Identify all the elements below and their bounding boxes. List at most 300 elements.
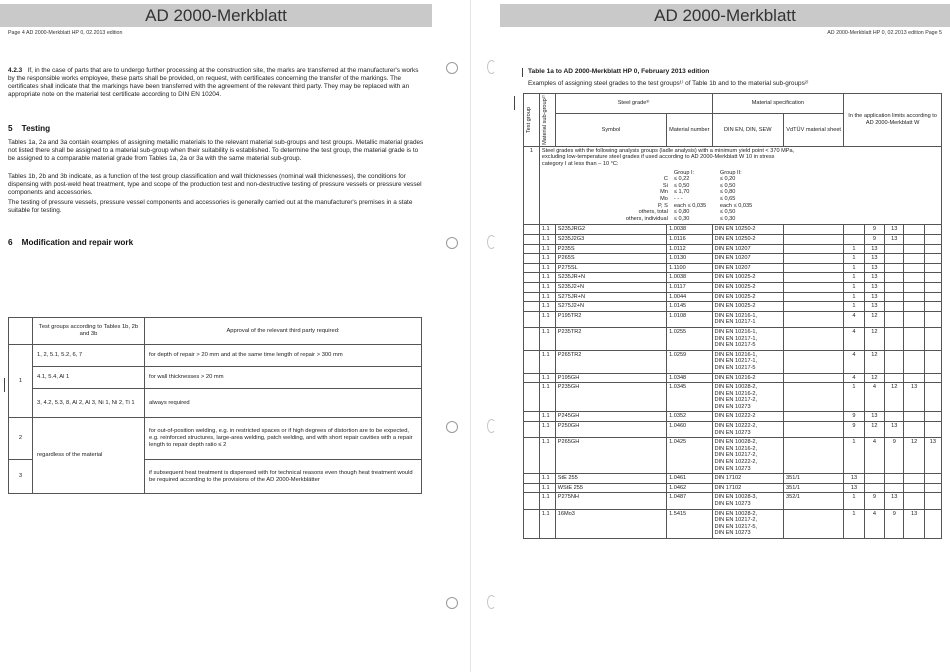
limit-cell	[844, 225, 864, 235]
limit-cell	[904, 493, 924, 509]
sub-group-cell: 1.1	[539, 235, 555, 245]
table-header-approval: Approval of the relevant third party required:	[145, 318, 422, 345]
specification-cell: DIN EN 10216-1, DIN EN 10217-1, DIN EN 10217-5	[712, 327, 784, 350]
table-row	[524, 311, 942, 327]
limit-cell	[885, 483, 904, 493]
table-row	[524, 273, 942, 283]
limit-cell: 13	[844, 474, 864, 484]
table-subtitle: Examples of assigning steel grades to the test groups¹⁾ of Table 1b and to the material sub-groups²⁾	[528, 80, 809, 87]
material-number-cell: 1.0117	[667, 282, 712, 292]
paragraph-text: If, in the case of parts that are to undergo further processing at the construction site, the marks are transferred at the manufacturer's works by the responsible works employee, these parts shall be provided, on request, with certificates concerning the transfer of the markings. The certificates shall indicate that the markings have been transferred with the agreement of the relevant third party. They may be replaced with an appropriate note on the material test certificate according to DIN EN 10204.	[8, 67, 419, 98]
limit-cell	[924, 422, 941, 438]
sub-group-cell: 1.1	[539, 244, 555, 254]
limit-cell: 13	[864, 282, 884, 292]
limit-cell	[924, 509, 941, 538]
paragraph-5a: Tables 1a, 2a and 3a contain examples of assigning metallic materials to the relevant material sub-groups and test groups. Metallic material grades not listed there shall be assigned to a material sub-group when their suitability is established. To determine the test group, the material grade is to be assigned to a comparable material grade from Tables 1a, 2a or 3a with the same material sub-group.	[8, 139, 424, 162]
material-number-cell: 1.0345	[667, 383, 712, 412]
table-row	[524, 483, 942, 493]
material-number-cell: 1.0462	[667, 483, 712, 493]
page-banner: AD 2000-Merkblatt	[0, 4, 432, 27]
limit-cell	[904, 350, 924, 373]
limit-cell: 4	[864, 383, 884, 412]
limit-cell: 9	[885, 438, 904, 474]
sub-group-cell: 1.1	[539, 509, 555, 538]
limit-cell	[924, 474, 941, 484]
symbol-cell: P235TR2	[555, 327, 666, 350]
test-group-cell	[524, 412, 540, 422]
specification-cell: DIN EN 10025-2	[712, 302, 784, 312]
symbol-cell: S235JRG2	[555, 225, 666, 235]
sub-group-cell: 1.1	[539, 263, 555, 273]
limit-cell	[885, 282, 904, 292]
limit-cell: 13	[904, 383, 924, 412]
sub-group-cell: 1.1	[539, 350, 555, 373]
limit-cell: 4	[864, 509, 884, 538]
limit-cell	[904, 311, 924, 327]
composition-g2: ≤ 0,50	[719, 182, 736, 189]
table-row	[524, 282, 942, 292]
specification-cell: DIN EN 10025-2	[712, 273, 784, 283]
vdtuv-cell	[784, 282, 844, 292]
table-row	[524, 474, 942, 484]
vdtuv-cell	[784, 263, 844, 273]
punch-hole-shadow	[487, 235, 496, 249]
limit-cell	[904, 225, 924, 235]
table-row-number: 2	[9, 418, 33, 460]
section-number: 5	[8, 124, 13, 133]
limit-cell: 13	[864, 273, 884, 283]
paragraph-6-4	[8, 502, 426, 510]
limit-cell	[924, 263, 941, 273]
vdtuv-cell	[784, 225, 844, 235]
test-group-cell	[524, 373, 540, 383]
repair-approval-table	[8, 317, 422, 494]
limit-cell	[924, 235, 941, 245]
test-group-cell	[524, 483, 540, 493]
limit-cell: 1	[844, 263, 864, 273]
limit-cell: 13	[885, 493, 904, 509]
composition-g1: ≤ 0,50	[673, 182, 690, 189]
limit-cell	[904, 483, 924, 493]
sub-group-cell: 1.1	[539, 302, 555, 312]
symbol-cell: P235GH	[555, 383, 666, 412]
punch-hole	[446, 62, 458, 74]
test-group-cell	[524, 225, 540, 235]
limit-cell: 1	[844, 383, 864, 412]
sub-group-cell: 1.1	[539, 373, 555, 383]
specification-cell: DIN EN 10216-1, DIN EN 10217-1, DIN EN 10217-5	[712, 350, 784, 373]
vdtuv-cell	[784, 235, 844, 245]
material-number-cell: 1.0425	[667, 438, 712, 474]
symbol-cell: StE 255	[555, 474, 666, 484]
table-row	[524, 327, 942, 350]
material-number-cell: 1.0038	[667, 273, 712, 283]
composition-g1: - - -	[673, 196, 683, 203]
limit-cell: 4	[844, 350, 864, 373]
material-number-cell: 1.0116	[667, 235, 712, 245]
material-number-cell: 1.0255	[667, 327, 712, 350]
material-number-cell: 1.0130	[667, 254, 712, 264]
table-title: Table 1a to AD 2000-Merkblatt HP 0, February 2013 edition	[528, 68, 710, 75]
composition-g2: each ≤ 0,035	[719, 202, 753, 209]
symbol-cell: P265TR2	[555, 350, 666, 373]
limit-cell	[924, 350, 941, 373]
vdtuv-cell	[784, 509, 844, 538]
limit-cell: 1	[844, 509, 864, 538]
specification-cell: DIN EN 10250-2	[712, 225, 784, 235]
composition-row	[602, 216, 939, 223]
test-group-cell	[524, 327, 540, 350]
composition-el: Si	[662, 182, 668, 189]
limit-cell: 13	[864, 263, 884, 273]
section-6-heading	[8, 238, 133, 247]
composition-row	[602, 170, 939, 177]
vdtuv-cell: 351/1	[784, 483, 844, 493]
limit-cell	[904, 474, 924, 484]
limit-cell: 13	[904, 509, 924, 538]
limit-cell	[924, 373, 941, 383]
section-5-heading	[8, 124, 50, 133]
test-group-cell	[524, 235, 540, 245]
limit-cell: 13	[885, 422, 904, 438]
composition-el	[602, 170, 674, 177]
limit-cell: 13	[864, 302, 884, 312]
vdtuv-cell	[784, 373, 844, 383]
header-application-limits: In the application limits according to AD 2000-Merkblatt W	[844, 94, 942, 147]
limit-cell	[904, 244, 924, 254]
material-number-cell: 1.0352	[667, 412, 712, 422]
vdtuv-cell	[784, 412, 844, 422]
table-cell-text: if subsequent heat treatment is dispensed with for technical reasons even though heat treatment would be required according to the provisions of the AD 2000-Merkblätter	[145, 460, 422, 494]
limit-cell	[904, 422, 924, 438]
page-header: AD 2000-Merkblatt HP 0, 02.2013 edition Page 5	[827, 30, 942, 36]
composition-row	[602, 203, 939, 210]
vdtuv-cell	[784, 422, 844, 438]
vdtuv-cell	[784, 311, 844, 327]
specification-cell: DIN EN 10216-1, DIN EN 10217-1	[712, 311, 784, 327]
specification-cell: DIN EN 10207	[712, 263, 784, 273]
test-group-cell	[524, 350, 540, 373]
symbol-cell: S235JR+N	[555, 273, 666, 283]
group-description-cell	[539, 146, 941, 225]
limit-cell	[924, 327, 941, 350]
limit-cell: 12	[864, 327, 884, 350]
specification-cell: DIN EN 10028-2, DIN EN 10217-2, DIN EN 10217-5, DIN EN 10273	[712, 509, 784, 538]
composition-g2: ≤ 0,20	[719, 176, 736, 183]
paragraph-5c: The testing of pressure vessels, pressure vessel components and accessories is generally carried out at the manufacturer's premises in a state suitable for testing.	[8, 199, 413, 214]
limit-cell	[864, 483, 884, 493]
limit-cell	[885, 273, 904, 283]
specification-cell: DIN EN 10025-2	[712, 282, 784, 292]
paragraph-6-3	[8, 482, 426, 490]
limit-cell: 1	[844, 244, 864, 254]
limit-cell: 4	[864, 438, 884, 474]
limit-cell	[904, 254, 924, 264]
symbol-cell: P195GH	[555, 373, 666, 383]
change-bar	[4, 378, 5, 392]
limit-cell: 12	[864, 422, 884, 438]
composition-row	[602, 176, 939, 183]
header-din: DIN EN, DIN, SEW	[712, 113, 784, 146]
limit-cell	[904, 292, 924, 302]
punch-hole-shadow	[487, 595, 496, 609]
vdtuv-cell	[784, 383, 844, 412]
limit-cell	[885, 412, 904, 422]
paragraph-4-2-3	[8, 67, 426, 99]
material-number-cell: 1.0112	[667, 244, 712, 254]
header-sub-group: Material sub-group²⁾	[539, 94, 555, 147]
symbol-cell: P235S	[555, 244, 666, 254]
table-row	[524, 350, 942, 373]
limit-cell	[904, 263, 924, 273]
limit-cell	[885, 292, 904, 302]
symbol-cell: P275SL	[555, 263, 666, 273]
limit-cell: 9	[844, 412, 864, 422]
specification-cell: DIN EN 10025-2	[712, 292, 784, 302]
limit-cell: 4	[844, 373, 864, 383]
composition-g2: ≤ 0,30	[719, 215, 736, 222]
material-number-cell: 1.0461	[667, 474, 712, 484]
composition-el: C	[663, 176, 668, 183]
table-row	[524, 235, 942, 245]
header-symbol: Symbol	[555, 113, 666, 146]
group-description: Steel grades with the following analysis groups (ladle analysis) with a minimum yield point < 370 MPa, excluding low-temperature steel grades if used according to AD 2000-Merkblatt W 10 in stress category I at less than – 10 °C:	[541, 147, 795, 168]
table-row	[524, 263, 942, 273]
limit-cell: 1	[844, 273, 864, 283]
composition-g1: ≤ 1,70	[673, 189, 690, 196]
page-header: Page 4 AD 2000-Merkblatt HP 0, 02.2013 edition	[8, 30, 123, 36]
limit-cell	[885, 474, 904, 484]
paragraph-6-2	[8, 268, 426, 276]
symbol-cell: P245GH	[555, 412, 666, 422]
sub-group-cell: 1.1	[539, 311, 555, 327]
specification-cell: DIN EN 10028-2, DIN EN 10216-2, DIN EN 10217-2, DIN EN 10222-2, DIN EN 10273	[712, 438, 784, 474]
sub-group-cell: 1.1	[539, 422, 555, 438]
specification-cell: DIN 17102	[712, 474, 784, 484]
sub-group-cell: 1.1	[539, 483, 555, 493]
table-cell-text: for wall thicknesses > 20 mm	[145, 367, 422, 389]
limit-cell	[904, 327, 924, 350]
specification-cell: DIN EN 10028-3, DIN EN 10273	[712, 493, 784, 509]
test-group-cell	[524, 302, 540, 312]
table-row	[524, 438, 942, 474]
symbol-cell: P250GH	[555, 422, 666, 438]
test-group-cell	[524, 422, 540, 438]
vdtuv-cell	[784, 254, 844, 264]
table-row	[524, 302, 942, 312]
test-group-cell	[524, 509, 540, 538]
composition-list	[542, 170, 939, 223]
section-title: Modification and repair work	[21, 238, 134, 247]
header-material-spec: Material specification	[712, 94, 844, 114]
vdtuv-cell	[784, 350, 844, 373]
limit-cell	[885, 254, 904, 264]
table-row	[524, 373, 942, 383]
material-number-cell: 1.1100	[667, 263, 712, 273]
composition-el: Mo	[660, 196, 668, 203]
limit-cell: 1	[844, 292, 864, 302]
composition-g1: ≤ 0,30	[673, 215, 690, 222]
header-material-number: Material number	[667, 113, 712, 146]
limit-cell	[904, 412, 924, 422]
vdtuv-cell	[784, 244, 844, 254]
specification-cell: DIN EN 10222-2, DIN EN 10273	[712, 422, 784, 438]
composition-g1: ≤ 0,80	[673, 209, 690, 216]
table-cell-text: always required	[145, 389, 422, 418]
material-number-cell: 1.0038	[667, 225, 712, 235]
limit-cell	[885, 327, 904, 350]
paragraph-6-5	[8, 515, 426, 523]
limit-cell	[904, 282, 924, 292]
limit-cell: 9	[864, 493, 884, 509]
limit-cell: 4	[844, 327, 864, 350]
header-test-group: Test group	[524, 94, 540, 147]
table-row	[524, 292, 942, 302]
symbol-cell: S275J2+N	[555, 302, 666, 312]
sub-group-cell: 1.1	[539, 273, 555, 283]
table-row	[524, 225, 942, 235]
test-group-cell	[524, 282, 540, 292]
limit-cell	[904, 373, 924, 383]
composition-g2: ≤ 0,65	[719, 196, 736, 203]
specification-cell: DIN EN 10250-2	[712, 235, 784, 245]
test-group-cell	[524, 383, 540, 412]
limit-cell: 1	[844, 493, 864, 509]
table-cell-group: 1, 2, 5.1, 5.2, 6, 7	[33, 345, 145, 367]
composition-g2: Group II:	[719, 169, 742, 176]
vdtuv-cell	[784, 302, 844, 312]
limit-cell	[924, 225, 941, 235]
limit-cell: 13	[864, 412, 884, 422]
punch-hole	[446, 237, 458, 249]
table-row-number: 3	[9, 460, 33, 494]
limit-cell	[924, 302, 941, 312]
composition-row	[602, 209, 939, 216]
limit-cell: 12	[904, 438, 924, 474]
limit-cell	[885, 350, 904, 373]
sub-group-cell: 1.1	[539, 225, 555, 235]
limit-cell	[924, 273, 941, 283]
table-row	[524, 509, 942, 538]
sub-group-cell: 1.1	[539, 292, 555, 302]
limit-cell	[924, 383, 941, 412]
change-bar	[522, 68, 523, 77]
limit-cell	[924, 254, 941, 264]
composition-el: others, individual	[625, 215, 668, 222]
limit-cell: 13	[864, 254, 884, 264]
paragraph-6-1	[8, 254, 426, 262]
material-number-cell: 1.0259	[667, 350, 712, 373]
symbol-cell: P195TR2	[555, 311, 666, 327]
limit-cell	[885, 263, 904, 273]
page-banner: AD 2000-Merkblatt	[500, 4, 950, 27]
symbol-cell: S235J2G3	[555, 235, 666, 245]
composition-row	[602, 196, 939, 203]
test-group-number: 1	[524, 146, 540, 225]
limit-cell: 13	[844, 483, 864, 493]
table-row	[524, 493, 942, 509]
section-title: Testing	[21, 124, 51, 133]
specification-cell: DIN EN 10028-2, DIN EN 10216-2, DIN EN 10217-2, DIN EN 10273	[712, 383, 784, 412]
table-cell-group: 3, 4.2, 5.3, 8, Al 2, Al 3, Ni 1, Ni 2, Ti 1	[33, 389, 145, 418]
limit-cell	[924, 311, 941, 327]
material-number-cell: 1.0348	[667, 373, 712, 383]
limit-cell	[904, 273, 924, 283]
table-row	[524, 244, 942, 254]
specification-cell: DIN EN 10222-2	[712, 412, 784, 422]
limit-cell	[924, 493, 941, 509]
symbol-cell: P265S	[555, 254, 666, 264]
composition-g1: each ≤ 0,035	[673, 202, 707, 209]
limit-cell	[924, 282, 941, 292]
vdtuv-cell	[784, 273, 844, 283]
limit-cell: 4	[844, 311, 864, 327]
limit-cell: 13	[864, 292, 884, 302]
limit-cell: 1	[844, 438, 864, 474]
composition-g1: ≤ 0,22	[673, 176, 690, 183]
limit-cell	[844, 235, 864, 245]
limit-cell: 12	[864, 311, 884, 327]
limit-cell	[904, 235, 924, 245]
limit-cell: 13	[864, 244, 884, 254]
composition-el: P, S	[658, 202, 668, 209]
limit-cell	[885, 302, 904, 312]
section-number: 6	[8, 238, 13, 247]
limit-cell: 1	[844, 302, 864, 312]
punch-hole-shadow	[487, 60, 496, 74]
table-row	[524, 254, 942, 264]
change-bar	[514, 96, 515, 110]
composition-g1: Group I:	[673, 169, 695, 176]
limit-cell	[885, 373, 904, 383]
sub-group-cell: 1.1	[539, 327, 555, 350]
test-group-cell	[524, 292, 540, 302]
limit-cell: 12	[885, 383, 904, 412]
sub-group-cell: 1.1	[539, 282, 555, 292]
limit-cell	[924, 292, 941, 302]
composition-row	[602, 189, 939, 196]
limit-cell: 1	[844, 254, 864, 264]
limit-cell: 9	[864, 235, 884, 245]
symbol-cell: WStE 255	[555, 483, 666, 493]
test-group-cell	[524, 311, 540, 327]
test-group-cell	[524, 254, 540, 264]
right-page	[500, 0, 950, 672]
material-number-cell: 1.0145	[667, 302, 712, 312]
limit-cell: 13	[885, 225, 904, 235]
limit-cell: 13	[924, 438, 941, 474]
composition-row	[602, 183, 939, 190]
composition-el: others, total	[638, 209, 668, 216]
composition-g2: ≤ 0,80	[719, 189, 736, 196]
vdtuv-cell: 351/1	[784, 474, 844, 484]
grade-rows	[524, 225, 942, 539]
symbol-cell: P265GH	[555, 438, 666, 474]
table-header-empty	[9, 318, 33, 345]
vdtuv-cell	[784, 327, 844, 350]
limit-cell: 9	[864, 225, 884, 235]
material-number-cell: 1.0108	[667, 311, 712, 327]
sub-group-cell: 1.1	[539, 474, 555, 484]
table-header-test-groups: Test groups according to Tables 1b, 2b and 3b	[33, 318, 145, 345]
vdtuv-cell: 352/1	[784, 493, 844, 509]
limit-cell	[924, 244, 941, 254]
test-group-cell	[524, 474, 540, 484]
limit-cell	[924, 483, 941, 493]
limit-cell	[904, 302, 924, 312]
limit-cell	[924, 412, 941, 422]
sub-group-cell: 1.1	[539, 254, 555, 264]
